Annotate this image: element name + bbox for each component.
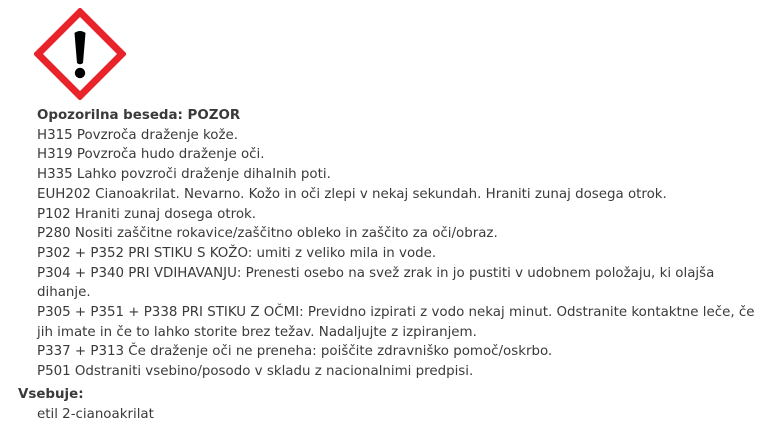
- hazard-label-block: [37, 106, 759, 382]
- statement-euh202: EUH202 Cianoakrilat. Nevarno. Kožo in oči zlepi v nekaj sekundah. Hraniti zunaj dosega otrok.: [37, 186, 667, 202]
- statement-p337-p313: P337 + P313 Če draženje oči ne preneha: poiščite zdravniško pomoč/oskrbo.: [37, 344, 553, 360]
- statement-h315: H315 Povzroča draženje kože.: [37, 127, 239, 143]
- statement-p304-p340: P304 + P340 PRI VDIHAVANJU: Prenesti osebo na svež zrak in jo pustiti v udobnem položaju, ki olajša dihanje.: [37, 265, 715, 301]
- contains-value: etil 2-cianoakrilat: [37, 406, 154, 422]
- ghs-exclamation-pictogram: [34, 8, 126, 100]
- contains-section: [18, 385, 758, 424]
- statement-p305-p351-p338: P305 + P351 + P338 PRI STIKU Z OČMI: Previdno izpirati z vodo nekaj minut. Odstranite kontaktne leče, če jih imate in če to lahko storite brez težav. Nadaljujte z izpiranjem.: [37, 305, 755, 340]
- statement-p501: P501 Odstraniti vsebino/posodo v skladu z nacionalnimi predpisi.: [37, 364, 474, 380]
- signal-word: Opozorilna beseda: POZOR: [37, 108, 241, 123]
- exclamation-mark-icon: [34, 8, 126, 100]
- statement-h319: H319 Povzroča hudo draženje oči.: [37, 147, 265, 163]
- statement-p302-p352: P302 + P352 PRI STIKU S KOŽO: umiti z veliko mila in vode.: [37, 245, 437, 261]
- statement-p102: P102 Hraniti zunaj dosega otrok.: [37, 206, 257, 222]
- statement-h335: H335 Lahko povzroči draženje dihalnih poti.: [37, 167, 331, 183]
- contains-label: Vsebuje:: [18, 387, 84, 402]
- statement-p280: P280 Nositi zaščitne rokavice/zaščitno obleko in zaščito za oči/obraz.: [37, 226, 498, 242]
